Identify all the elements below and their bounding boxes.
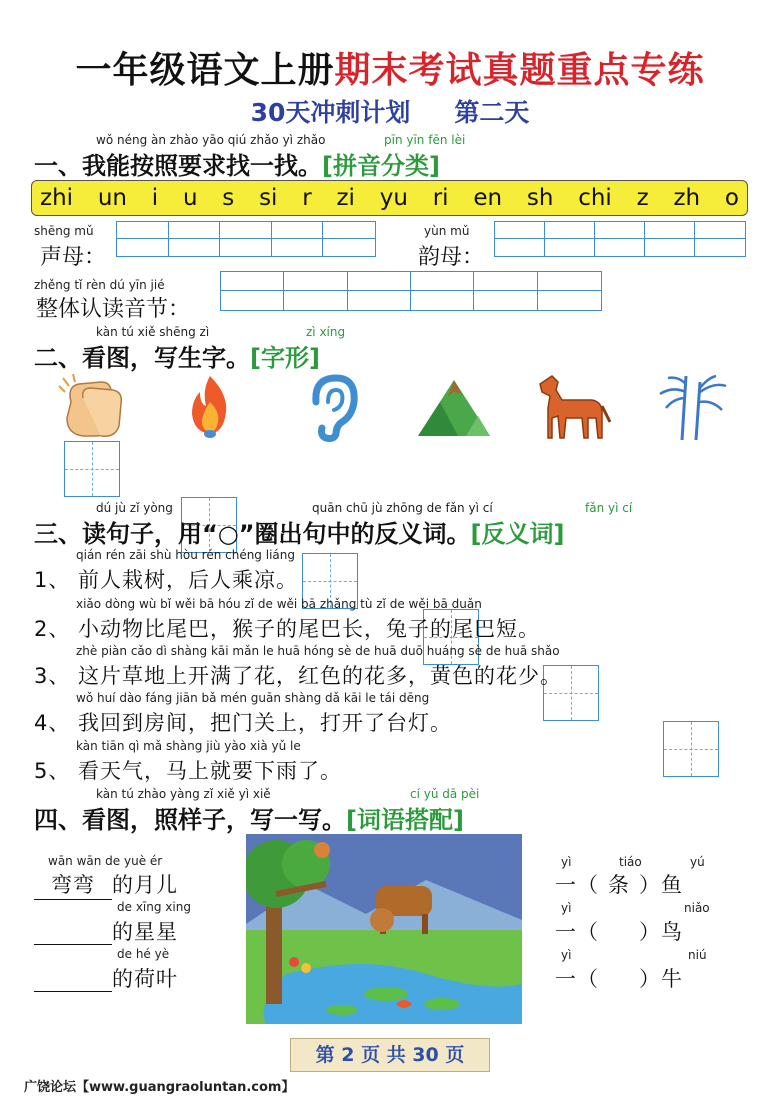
sentence-4-pinyin: wǒ huí dào fáng jiān bǎ mén guān shàng dǎ kāi le tái dēng — [76, 691, 430, 705]
yunmu-label: 韵母： — [418, 245, 485, 270]
fire-icon — [170, 372, 250, 442]
s1-title: 我能按照要求找一找。 — [82, 152, 322, 180]
pinyin-item-bar — [31, 180, 748, 216]
s1-tag: [拼音分类] — [322, 152, 440, 180]
phrase-3-text: 的荷叶 — [112, 967, 178, 991]
zhengti-answer-grid[interactable] — [220, 271, 602, 311]
shengmu-pinyin: shēng mǔ — [34, 224, 94, 238]
s1-num: 一、 — [34, 152, 82, 180]
s2-pinyin-tag: zì xíng — [306, 325, 346, 339]
pinyin-item[interactable]: yu — [379, 185, 408, 211]
s4-pinyin-tag: cí yǔ dā pèi — [410, 787, 480, 801]
phrase-2 — [34, 916, 178, 946]
writing-box-6[interactable] — [663, 721, 719, 777]
measure-2-open: 一（ — [555, 920, 599, 944]
measure-2-pinyin-1: yì — [561, 901, 572, 915]
phrase-3-blank[interactable] — [34, 967, 112, 992]
ear-icon — [292, 372, 372, 442]
horse-icon — [532, 372, 612, 442]
phrase-1-text: 的月儿 — [112, 873, 178, 897]
s3-pinyin-2: quān chū jù zhōng de fǎn yì cí — [312, 501, 493, 515]
clapping-hands-icon — [53, 372, 133, 442]
measure-1-open: 一（ — [555, 873, 599, 897]
pinyin-item[interactable]: zi — [336, 185, 355, 211]
nature-scene-illustration — [246, 834, 522, 1024]
sentence-2-pinyin: xiǎo dòng wù bǐ wěi bā hóu zǐ de wěi bā zhǎng tù zǐ de wěi bā duǎn — [76, 597, 482, 611]
measure-1-pinyin-1: yì — [561, 855, 572, 869]
page-subtitle — [0, 93, 780, 129]
page-title — [0, 42, 780, 93]
pinyin-item[interactable]: o — [724, 185, 739, 211]
section-3-heading — [34, 514, 564, 549]
s4-num: 四、 — [34, 806, 82, 834]
sentence-3[interactable]: 3、 这片草地上开满了花，红色的花多，黄色的花少。 — [34, 664, 563, 688]
s1-pinyin-tag: pīn yīn fēn lèi — [384, 133, 466, 147]
s1-pinyin: wǒ néng àn zhào yāo qiú zhǎo yì zhǎo — [96, 133, 326, 147]
zhengti-pinyin: zhěng tǐ rèn dú yīn jié — [34, 278, 165, 292]
pinyin-item[interactable]: en — [473, 185, 503, 211]
pinyin-item[interactable]: ri — [432, 185, 449, 211]
pinyin-item[interactable]: z — [636, 185, 649, 211]
shengmu-answer-grid[interactable] — [116, 221, 376, 257]
section-1-heading — [34, 146, 440, 181]
s2-tag: [字形] — [250, 344, 320, 372]
s3-tag: [反义词] — [470, 520, 565, 548]
sentence-3-pinyin: zhè piàn cǎo dì shàng kāi mǎn le huā hóng sè de huā duō huáng sè de huā shǎo — [76, 644, 560, 658]
measure-1-close: ）鱼 — [639, 873, 683, 897]
pinyin-item[interactable]: zhi — [40, 185, 74, 211]
measure-3-pinyin-1: yì — [561, 948, 572, 962]
measure-3-pinyin-3: niú — [688, 948, 707, 962]
pinyin-item[interactable]: si — [259, 185, 278, 211]
measure-1-pinyin-2: tiáo — [619, 855, 642, 869]
yunmu-pinyin: yùn mǔ — [424, 224, 470, 238]
section-4-heading — [34, 800, 464, 835]
mountain-icon — [414, 372, 494, 442]
bird-icon — [314, 842, 330, 858]
measure-3-open: 一（ — [555, 967, 599, 991]
sentence-2[interactable]: 2、 小动物比尾巴，猴子的尾巴长，兔子的尾巴短。 — [34, 617, 541, 641]
s2-pinyin: kàn tú xiě shēng zì — [96, 325, 210, 339]
measure-2-pinyin-3: niǎo — [684, 901, 710, 915]
sentence-5[interactable]: 5、 看天气，马上就要下雨了。 — [34, 759, 343, 783]
bamboo-icon — [652, 372, 732, 442]
shengmu-label: 声母： — [40, 245, 107, 270]
measure-1-blank[interactable]: 条 — [608, 873, 630, 897]
title-red: 期末考试真题重点专练 — [334, 50, 705, 91]
yunmu-answer-grid[interactable] — [494, 221, 746, 257]
phrase-1 — [34, 869, 178, 900]
pinyin-item[interactable]: chi — [578, 185, 612, 211]
phrase-2-pinyin: de xīng xing — [117, 900, 191, 914]
phrase-2-text: 的星星 — [112, 920, 178, 944]
s4-pinyin: kàn tú zhào yàng zǐ xiě yì xiě — [96, 787, 271, 801]
sentence-4[interactable]: 4、 我回到房间，把门关上，打开了台灯。 — [34, 711, 453, 735]
s3-num: 三、 — [34, 520, 82, 548]
title-black: 一年级语文上册 — [75, 50, 335, 91]
s3-pinyin: dú jù zǐ yòng — [96, 501, 173, 515]
subtitle-day: 第二天 — [454, 98, 530, 127]
measure-3-close: ）牛 — [639, 967, 683, 991]
s3-pinyin-tag: fǎn yì cí — [585, 501, 633, 515]
phrase-3 — [34, 963, 178, 993]
sentence-1[interactable]: 1、 前人栽树，后人乘凉。 — [34, 568, 299, 592]
sentence-1-pinyin: qián rén zāi shù hòu rén chéng liáng — [76, 548, 295, 562]
sentence-5-pinyin: kàn tiān qì mǎ shàng jiù yào xià yǔ le — [76, 739, 301, 753]
subtitle-plan: 30天冲刺计划 — [250, 98, 411, 127]
measure-1-pinyin-3: yú — [690, 855, 705, 869]
s2-num: 二、 — [34, 344, 82, 372]
measure-phrase-1 — [555, 869, 683, 899]
s4-title: 看图，照样子，写一写。 — [82, 806, 346, 834]
pinyin-item[interactable]: r — [302, 185, 312, 211]
pinyin-item[interactable]: s — [222, 185, 235, 211]
pinyin-item[interactable]: un — [97, 185, 127, 211]
writing-box-1[interactable] — [64, 441, 120, 497]
section-2-heading — [34, 338, 320, 373]
s3-title: 读句子，用“○”圈出句中的反义词。 — [82, 520, 471, 548]
pinyin-item[interactable]: zh — [673, 185, 701, 211]
measure-phrase-2 — [555, 916, 683, 946]
page-number: 第 2 页 共 30 页 — [290, 1038, 490, 1072]
site-footer: 广饶论坛【www.guangraoluntan.com】 — [24, 1080, 295, 1095]
pinyin-item[interactable]: sh — [526, 185, 554, 211]
phrase-1-pinyin: wān wān de yuè ér — [48, 854, 163, 868]
phrase-1-blank[interactable]: 弯弯 — [34, 869, 112, 900]
s4-tag: [词语搭配] — [346, 806, 464, 834]
pinyin-item[interactable]: i — [151, 185, 159, 211]
phrase-3-pinyin: de hé yè — [117, 947, 170, 961]
pinyin-item[interactable]: u — [182, 185, 198, 211]
s2-title: 看图，写生字。 — [82, 344, 250, 372]
phrase-2-blank[interactable] — [34, 920, 112, 945]
measure-2-close: ）鸟 — [639, 920, 683, 944]
measure-phrase-3 — [555, 963, 683, 993]
zhengti-label: 整体认读音节： — [36, 297, 191, 322]
